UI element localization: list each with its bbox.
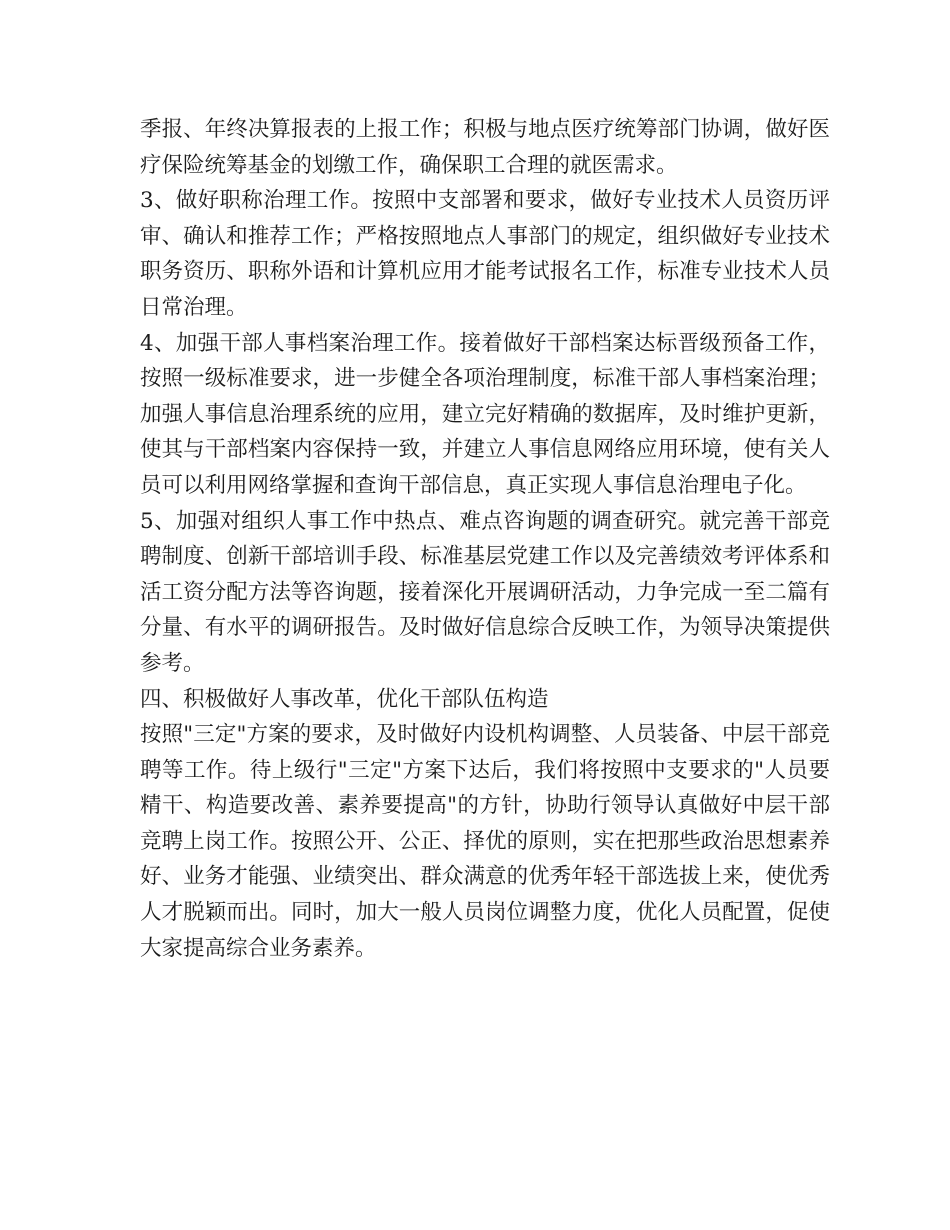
paragraph-item-4: 4、加强干部人事档案治理工作。接着做好干部档案达标晋级预备工作，按照一级标准要求，进一步健全各项治理制度，标准干部人事档案治理；加强人事信息治理系统的应用，建立完好精确的数据库，及时维护更新，使其与干部档案内容保持一致，并建立人事信息网络应用环境，使有关人员可以利用网络掌握和查询干部信息，真正实现人事信息治理电子化。 (140, 330, 830, 498)
paragraph-item-5: 5、加强对组织人事工作中热点、难点咨询题的调查研究。就完善干部竞聘制度、创新干部培训手段、标准基层党建工作以及完善绩效考评体系和活工资分配方法等咨询题，接着深化开展调研活动，力争完成一至二篇有分量、有水平的调研报告。及时做好信息综合反映工作，为领导决策提供参考。 (140, 508, 830, 676)
paragraph-continuation: 季报、年终决算报表的上报工作；积极与地点医疗统筹部门协调，做好医疗保险统筹基金的划缴工作，确保职工合理的就医需求。 (140, 117, 830, 178)
section-heading-4: 四、积极做好人事改革，优化干部队伍构造 (140, 686, 549, 712)
paragraph-item-3: 3、做好职称治理工作。按照中支部署和要求，做好专业技术人员资历评审、确认和推荐工作；严格按照地点人事部门的规定，组织做好专业技术职务资历、职称外语和计算机应用才能考试报名工作，标准专业技术人员日常治理。 (140, 188, 830, 320)
paragraph-reform: 按照"三定"方案的要求，及时做好内设机构调整、人员装备、中层干部竞聘等工作。待上级行"三定"方案下达后，我们将按照中支要求的"人员要精干、构造要改善、素养要提高"的方针，协助行领导认真做好中层干部竞聘上岗工作。按照公开、公正、择优的原则，实在把那些政治思想素养好、业务才能强、业绩突出、群众满意的优秀年轻干部选拔上来，使优秀人才脱颖而出。同时，加大一般人员岗位调整力度，优化人员配置，促使大家提高综合业务素养。 (140, 722, 830, 961)
document-body (140, 112, 830, 966)
